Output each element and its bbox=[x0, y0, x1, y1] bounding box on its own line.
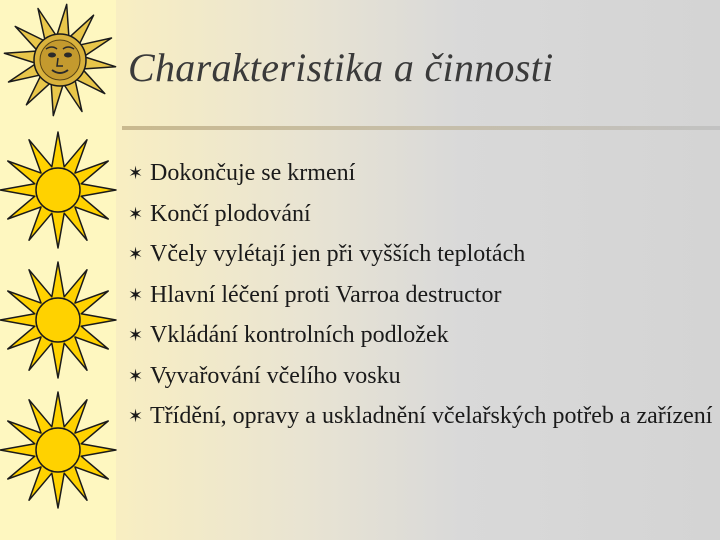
list-item bbox=[128, 403, 713, 430]
list-item bbox=[128, 201, 713, 228]
bullet-star-icon: ✶ bbox=[128, 325, 144, 345]
bullet-text: Včely vylétají jen při vyšších teplotách bbox=[150, 241, 526, 267]
sun-icon bbox=[0, 128, 120, 252]
list-item bbox=[128, 282, 713, 309]
list-item bbox=[128, 160, 713, 187]
bullet-star-icon: ✶ bbox=[128, 244, 144, 264]
list-item bbox=[128, 363, 713, 390]
bullet-text: Vkládání kontrolních podložek bbox=[150, 322, 449, 348]
bullet-text: Hlavní léčení proti Varroa destructor bbox=[150, 281, 502, 308]
title-divider bbox=[122, 126, 720, 130]
slide-title: Charakteristika a činnosti bbox=[128, 45, 554, 90]
bullet-text: Dokončuje se krmení bbox=[150, 160, 356, 186]
bullet-text: Třídění, opravy a uskladnění včelařských potřeb a zařízení bbox=[150, 403, 713, 429]
sun-icon bbox=[0, 388, 120, 512]
bullet-star-icon: ✶ bbox=[128, 365, 144, 386]
bullet-star-icon: ✶ bbox=[128, 284, 144, 305]
bullet-star-icon: ✶ bbox=[128, 203, 144, 224]
bullet-text: Vyvařování včelího vosku bbox=[150, 362, 401, 389]
bullet-star-icon: ✶ bbox=[128, 163, 144, 183]
list-item bbox=[128, 322, 713, 349]
bullet-list bbox=[128, 160, 713, 444]
list-item bbox=[128, 241, 713, 268]
bullet-star-icon: ✶ bbox=[128, 406, 144, 426]
sun-face-icon bbox=[0, 0, 120, 120]
bullet-text: Končí plodování bbox=[150, 200, 311, 227]
sun-icon bbox=[0, 258, 120, 382]
